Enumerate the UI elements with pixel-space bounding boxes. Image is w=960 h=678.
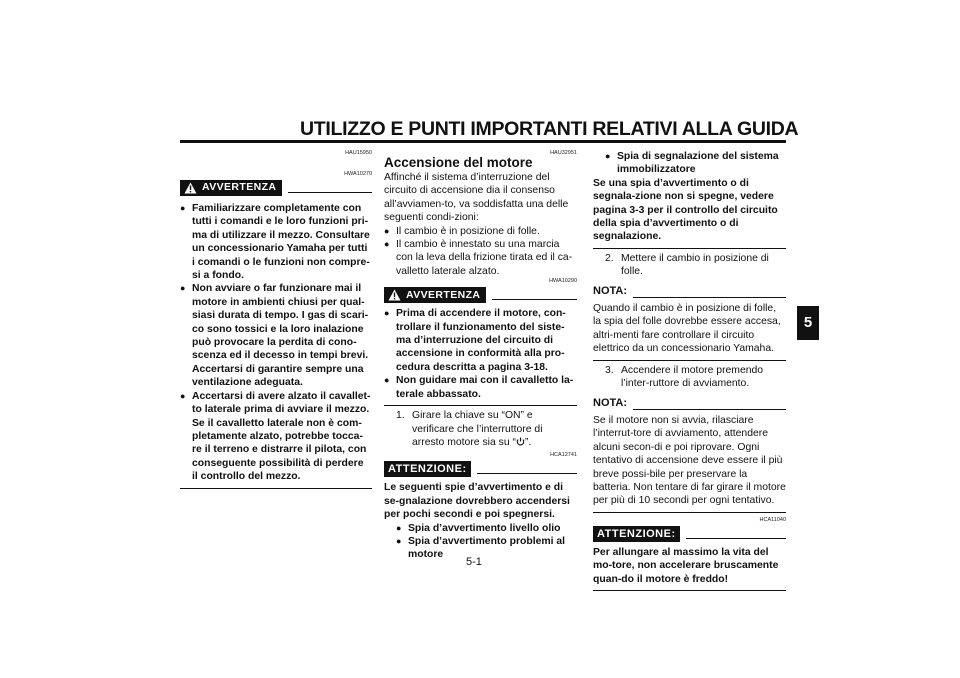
list-item: ● Spia d’avvertimento livello olio [396,522,577,535]
warning-list [384,307,577,401]
warning-list [180,202,372,484]
end-rule [593,512,786,513]
engine-stop-icon [516,437,525,446]
intro-text: Affinché il sistema d’interruzione del circuito di accensione dia il consenso all’avviamen-to, va soddisfatta una delle seguenti condi-zioni: [384,172,569,224]
nota-header [593,397,786,410]
column-3 [593,150,786,591]
step-2 [593,252,786,279]
nota-text: Quando il cambio è in posizione di folle, la spia del folle dovrebbe essere accesa, altri-menti fare controllare il circuito elettrico da un concessionario Yamaha. [593,303,781,355]
title-rule [180,140,786,143]
step-3 [593,364,786,391]
step-1 [384,409,577,449]
step-text: Mettere il cambio in posizione di folle. [621,252,769,278]
nota-label: NOTA: [593,396,628,409]
list-item: ● Spia di segnalazione del sistema immobilizzatore [605,150,786,177]
warning-header [180,180,372,196]
warning-label: AVVERTENZA [202,181,277,194]
ref-code: HAU15950 [345,150,372,156]
page-number: 5-1 [466,556,482,568]
list-item: ● Spia d’avvertimento problemi al motore [396,535,577,562]
warning-triangle-icon [184,182,197,194]
header-line [633,285,786,298]
end-rule [593,360,786,361]
ref-code: HWA10290 [549,278,577,285]
page-title: UTILIZZO E PUNTI IMPORTANTI RELATIVI ALLA GUIDA [300,118,799,140]
attention-badge: ATTENZIONE: [384,461,471,477]
list-item: ● Il cambio è in posizione di folle. [384,225,577,238]
step-number: 3. [605,364,614,376]
ref-code: HWA10270 [344,171,372,177]
column-2 [384,150,577,562]
step-number: 2. [605,252,614,264]
warning-label: AVVERTENZA [406,288,481,301]
section-tab: 5 [797,306,819,340]
attention-header [593,526,786,542]
ref-code: HCA11040 [759,516,786,523]
end-rule [593,590,786,591]
warning-header [384,287,577,303]
list-item: ● Non guidare mai con il cavalletto la-terale abbassato. [384,374,577,401]
attention-text: Per allungare al massimo la vita del mo-tore, non accelerare bruscamente quan-do il motore è freddo! [593,546,779,585]
header-line [686,526,786,539]
end-rule [593,248,786,249]
list-item: ● Non avviare o far funzionare mai il motore in ambienti chiusi per qual-siasi durata di tempo. I gas di scari-co sono tossici e la loro inalazione può provocare la perdita di cono-scenza ed il decesso in tempi brevi. Accertarsi di garantire sempre una ventilazione adeguata. [180,282,372,389]
attention-header [384,461,577,477]
warning-badge [180,180,282,196]
step-number: 1. [396,410,405,422]
lamps-list [384,522,577,562]
conditions-list [384,225,577,279]
end-rule [180,488,372,489]
nota-label: NOTA: [593,284,628,297]
step-text: Girare la chiave su “ON” e verificare che l’interruttore di arresto motore sia su “ [412,410,543,448]
step-text-end: ”. [524,436,532,448]
step-text: Accendere il motore premendo l’inter-ruttore di avviamento. [621,364,764,390]
list-item: ● Familiarizzare completamente con tutti i comandi e le loro funzioni pri-ma di utilizzare il mezzo. Consultare un concessionario Yamaha per tutti i comandi o le funzioni non compre-si a fondo. [180,202,372,282]
attention-badge: ATTENZIONE: [593,526,680,542]
header-line [633,397,786,410]
lamps-list-continued [593,150,786,177]
header-line [477,461,577,474]
section-heading: Accensione del motore [384,155,533,170]
list-item: ● Prima di accendere il motore, con-trollare il funzionamento del siste-ma d’interruzione del circuito di accensione in conformità alla pro-cedura descritta a pagina 3-18. [384,307,577,374]
nota-text: Se il motore non si avvia, rilasciare l’interrut-tore di avviamento, attendere alcuni secon-di e poi riprovare. Ogni tentativo di accensione deve essere il più breve possi-bile per preservare la batteria. Non tentare di far girare il motore per più di 10 secondi per ogni tentativo. [593,414,786,507]
ref-code: HCA12741 [550,452,577,459]
warning-badge [384,287,486,303]
header-line [492,287,577,300]
list-item: ● Accertarsi di avere alzato il cavallet-to laterale prima di avviare il mezzo. Se il cavalletto laterale non è com-pletamente alzato, potrebbe tocca-re il terreno e distrarre il pilota, con conseguente possibilità di perdere il controllo del mezzo. [180,390,372,484]
nota-header [593,285,786,298]
list-item: ● Il cambio è innestato su una marcia con la leva della frizione tirata ed il ca-valletto laterale alzato. [384,238,577,278]
header-line [288,180,372,193]
column-1 [180,150,372,489]
warning-triangle-icon [388,289,401,301]
lamp-text: Se una spia d’avvertimento o di segnala-zione non si spegne, vedere pagina 3-3 per il controllo del circuito della spia d’avvertimento o di segnalazione. [593,177,778,243]
attention-text: Le seguenti spie d’avvertimento e di se-gnalazione dovrebbero accendersi per pochi secondi e poi spegnersi. [384,482,570,521]
ref-code: HAU32951 [550,150,577,156]
end-rule [384,405,577,406]
